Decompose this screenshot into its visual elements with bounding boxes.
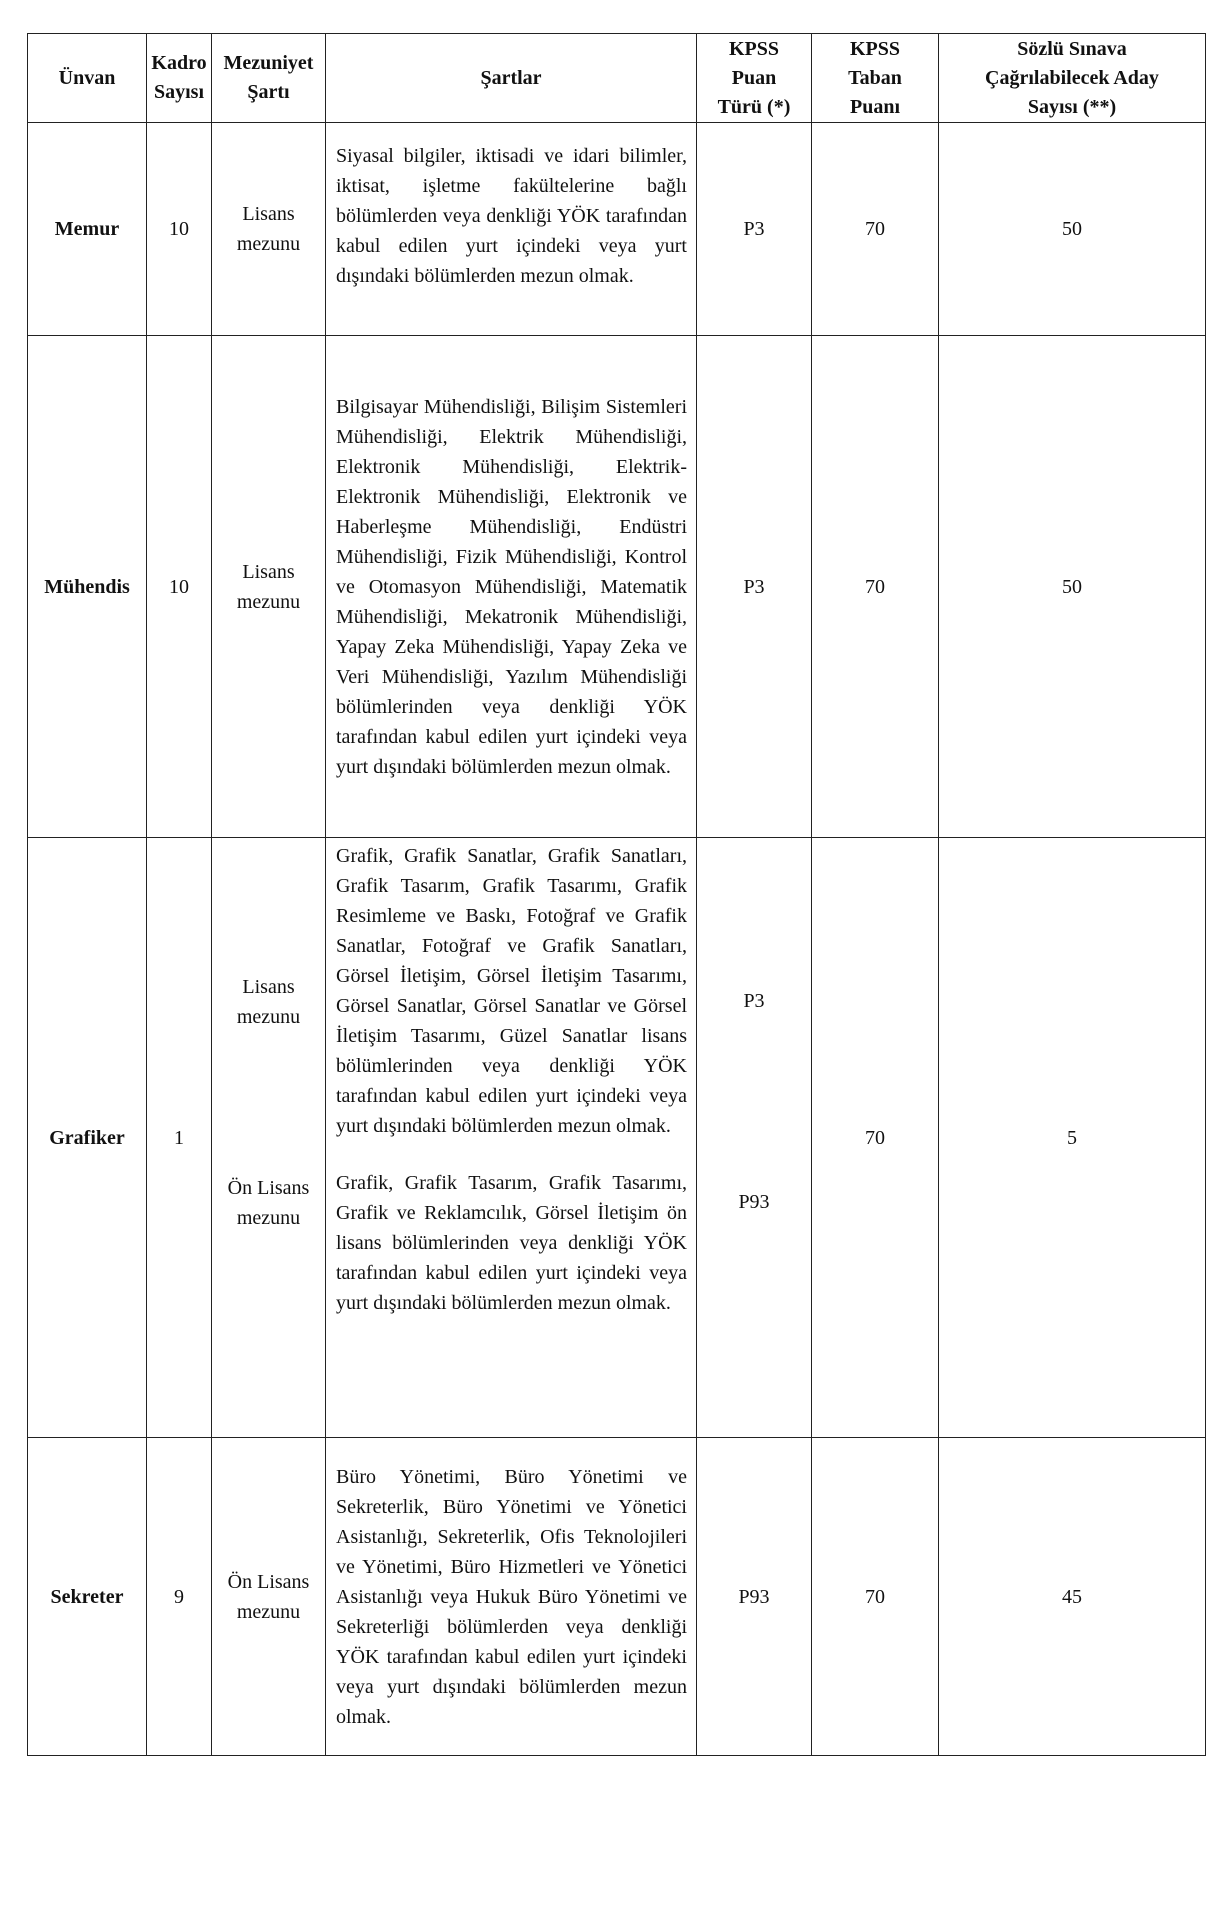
position-title: Mühendis	[28, 336, 147, 838]
position-title: Grafiker	[28, 838, 147, 1438]
score-type: P3	[697, 838, 812, 1168]
score-type: P93	[697, 1168, 812, 1438]
score-type: P3	[697, 336, 812, 838]
header-education: Mezuniyet Şartı	[212, 34, 326, 123]
header-count: Kadro Sayısı	[147, 34, 212, 123]
conditions-text: Büro Yönetimi, Büro Yönetimi ve Sekreterlik, Büro Yönetimi ve Yönetici Asistanlığı, Sekreterlik, Ofis Teknolojileri ve Yönetimi, Büro Hizmetleri ve Yönetici Asistanlığı veya Hukuk Büro Yönetimi ve Sekreterliği bölümlerden veya denkliği YÖK tarafından kabul edilen yurt içindeki veya yurt dışındaki bölümlerden mezun olmak.	[326, 1438, 697, 1756]
header-candidates: Sözlü Sınava Çağrılabilecek Aday Sayısı (**)	[939, 34, 1206, 123]
candidate-count: 50	[939, 123, 1206, 336]
candidate-count: 5	[939, 838, 1206, 1438]
header-row	[28, 34, 1206, 123]
min-score: 70	[812, 336, 939, 838]
table-row	[28, 1438, 1206, 1756]
position-count: 10	[147, 123, 212, 336]
education-requirement: Lisans mezunu	[212, 123, 326, 336]
header-conditions: Şartlar	[326, 34, 697, 123]
table-row	[28, 336, 1206, 838]
education-requirement: Lisans mezunu	[212, 838, 326, 1168]
conditions-text: Siyasal bilgiler, iktisadi ve idari bilimler, iktisat, işletme fakültelerine bağlı bölümlerden veya denkliği YÖK tarafından kabul edilen yurt içindeki veya yurt dışındaki bölümlerden mezun olmak.	[326, 123, 697, 336]
conditions-text: Grafik, Grafik Tasarım, Grafik Tasarımı, Grafik ve Reklamcılık, Görsel İletişim ön lisans bölümlerinden veya denkliği YÖK tarafından kabul edilen yurt içindeki veya yurt dışındaki bölümlerden mezun olmak.	[326, 1168, 697, 1438]
candidate-count: 50	[939, 336, 1206, 838]
position-count: 10	[147, 336, 212, 838]
conditions-text: Bilgisayar Mühendisliği, Bilişim Sistemleri Mühendisliği, Elektrik Mühendisliği, Elektronik Mühendisliği, Elektrik-Elektronik Mühendisliği, Elektronik ve Haberleşme Mühendisliği, Endüstri Mühendisliği, Fizik Mühendisliği, Kontrol ve Otomasyon Mühendisliği, Matematik Mühendisliği, Mekatronik Mühendisliği, Yapay Zeka Mühendisliği, Yapay Zeka ve Veri Mühendisliği, Yazılım Mühendisliği bölümlerinden veya denkliği YÖK tarafından kabul edilen yurt içindeki veya yurt dışındaki bölümlerden mezun olmak.	[326, 336, 697, 838]
position-title: Memur	[28, 123, 147, 336]
header-score-type: KPSS Puan Türü (*)	[697, 34, 812, 123]
min-score: 70	[812, 838, 939, 1438]
education-requirement: Ön Lisans mezunu	[212, 1438, 326, 1756]
positions-table	[27, 33, 1206, 1756]
min-score: 70	[812, 123, 939, 336]
conditions-text: Grafik, Grafik Sanatlar, Grafik Sanatları, Grafik Tasarım, Grafik Tasarımı, Grafik Resimleme ve Baskı, Fotoğraf ve Grafik Sanatlar, Fotoğraf ve Grafik Sanatları, Görsel İletişim, Görsel İletişim Tasarımı, Görsel Sanatlar, Görsel Sanatlar ve Görsel İletişim Tasarımı, Güzel Sanatlar lisans bölümlerinden veya denkliği YÖK tarafından kabul edilen yurt içindeki veya yurt dışındaki bölümlerden mezun olmak.	[326, 838, 697, 1168]
candidate-count: 45	[939, 1438, 1206, 1756]
position-title: Sekreter	[28, 1438, 147, 1756]
position-count: 9	[147, 1438, 212, 1756]
header-min-score: KPSS Taban Puanı	[812, 34, 939, 123]
min-score: 70	[812, 1438, 939, 1756]
education-requirement: Lisans mezunu	[212, 336, 326, 838]
score-type: P93	[697, 1438, 812, 1756]
table-row	[28, 838, 1206, 1168]
header-title: Ünvan	[28, 34, 147, 123]
table-row	[28, 123, 1206, 336]
education-requirement: Ön Lisans mezunu	[212, 1168, 326, 1438]
score-type: P3	[697, 123, 812, 336]
position-count: 1	[147, 838, 212, 1438]
